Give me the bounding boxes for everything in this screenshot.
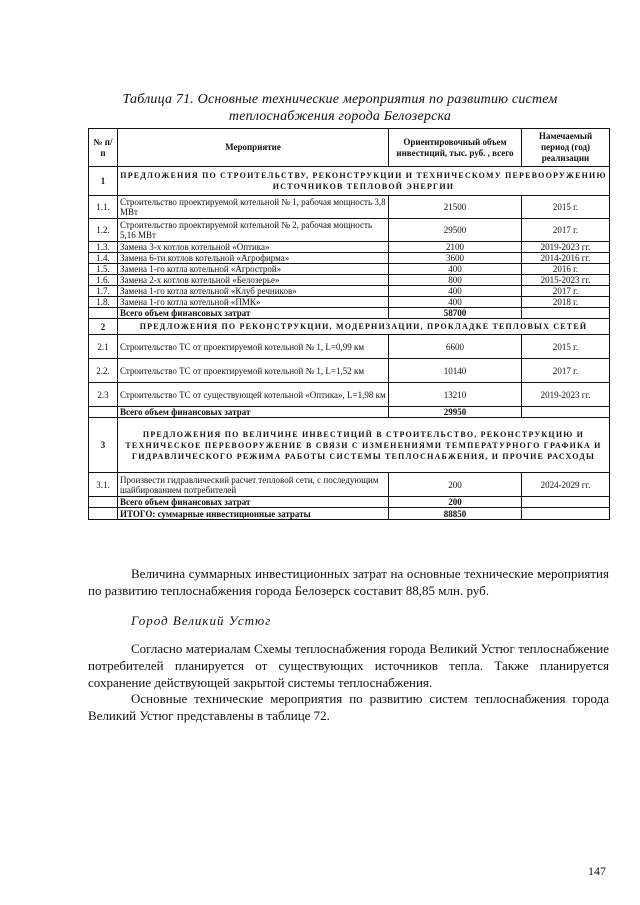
paragraph-total: Величина суммарных инвестиционных затрат на основные технические мероприятия по развитию теплоснабжения города Белозерск составит 88,85 млн. руб. <box>88 566 609 598</box>
row-value: 6600 <box>389 335 522 359</box>
investment-table <box>88 128 610 520</box>
section-row <box>89 319 610 335</box>
row-period: 2019-2023 гг. <box>522 242 610 253</box>
section-title: ПРЕДЛОЖЕНИЯ ПО ВЕЛИЧИНЕ ИНВЕСТИЦИЙ В СТРОИТЕЛЬСТВО, РЕКОНСТРУКЦИЮ И ТЕХНИЧЕСКОЕ ПЕРЕВООРУЖЕНИЕ В СВЯЗИ С ИЗМЕНЕНИЯМИ ТЕМПЕРАТУРНОГО ГРАФИКА И ГИДРАВЛИЧЕСКОГО РЕЖИМА РАБОТЫ СИСТЕМЫ ТЕПЛОСНАБЖЕНИЯ, И ПРОЧИЕ РАСХОДЫ <box>118 418 610 473</box>
row-num: 2.3 <box>89 383 118 407</box>
subtotal-row <box>89 407 610 418</box>
table-row <box>89 383 610 407</box>
row-measure: Строительство ТС от проектируемой котельной № 1, L=0,99 км <box>118 335 389 359</box>
row-num: 1.3. <box>89 242 118 253</box>
row-measure: Замена 2-х котлов котельной «Белозерье» <box>118 275 389 286</box>
section-title: ПРЕДЛОЖЕНИЯ ПО СТРОИТЕЛЬСТВУ, РЕКОНСТРУКЦИИ И ТЕХНИЧЕСКОМУ ПЕРЕВООРУЖЕНИЮ ИСТОЧНИКОВ ТЕПЛОВОЙ ЭНЕРГИИ <box>118 167 610 196</box>
row-num: 1.5. <box>89 264 118 275</box>
row-measure: Замена 1-го котла котельной «Клуб речников» <box>118 286 389 297</box>
subtotal-row <box>89 497 610 508</box>
row-measure: Строительство проектируемой котельной № 1, рабочая мощность 3,8 МВт <box>118 196 389 219</box>
row-measure: Строительство проектируемой котельной № 2, рабочая мощность 5,16 МВт <box>118 219 389 242</box>
row-period: 2014-2016 гг. <box>522 253 610 264</box>
table-row <box>89 297 610 308</box>
table-row <box>89 335 610 359</box>
row-value: 10140 <box>389 359 522 383</box>
header-num: № п/п <box>89 129 118 167</box>
row-period: 2015 г. <box>522 196 610 219</box>
grand-total-value: 88850 <box>389 508 522 520</box>
row-period: 2018 г. <box>522 297 610 308</box>
grand-total-label: ИТОГО: суммарные инвестиционные затраты <box>118 508 389 520</box>
grand-total-row <box>89 508 610 520</box>
subtotal-value: 200 <box>389 497 522 508</box>
subtotal-label: Всего объем финансовых затрат <box>118 308 389 319</box>
row-measure: Замена 1-го котла котельной «Агрострой» <box>118 264 389 275</box>
table-row <box>89 359 610 383</box>
section-row <box>89 418 610 473</box>
table-row <box>89 196 610 219</box>
row-value: 400 <box>389 264 522 275</box>
row-period: 2019-2023 гг. <box>522 383 610 407</box>
subtotal-value: 29950 <box>389 407 522 418</box>
row-num: 1.8. <box>89 297 118 308</box>
row-period: 2017 г. <box>522 219 610 242</box>
table-row <box>89 264 610 275</box>
table-row <box>89 253 610 264</box>
table-row <box>89 219 610 242</box>
subtotal-label: Всего объем финансовых затрат <box>118 497 389 508</box>
caption-line-1: Таблица 71. Основные технические мероприятия по развитию систем <box>122 92 558 107</box>
table-row <box>89 473 610 497</box>
row-num: 1.2. <box>89 219 118 242</box>
header-investment: Ориентировочный объем инвестиций, тыс. руб. , всего <box>389 129 522 167</box>
row-num: 1.6. <box>89 275 118 286</box>
subtotal-row <box>89 308 610 319</box>
row-value: 800 <box>389 275 522 286</box>
row-num: 2.1 <box>89 335 118 359</box>
row-num: 3.1. <box>89 473 118 497</box>
table-header-row <box>89 129 610 167</box>
row-num: 1.4. <box>89 253 118 264</box>
section-row <box>89 167 610 196</box>
row-value: 200 <box>389 473 522 497</box>
section-title: ПРЕДЛОЖЕНИЯ ПО РЕКОНСТРУКЦИИ, МОДЕРНИЗАЦИИ, ПРОКЛАДКЕ ТЕПЛОВЫХ СЕТЕЙ <box>118 319 610 335</box>
table-row <box>89 275 610 286</box>
row-value: 21500 <box>389 196 522 219</box>
row-period: 2017 г. <box>522 286 610 297</box>
paragraph-ustyug-2: Основные технические мероприятия по развитию систем теплоснабжения города Великий Устюг представлены в таблице 72. <box>88 691 609 723</box>
row-measure: Замена 6-ти котлов котельной «Агрофирма» <box>118 253 389 264</box>
row-value: 29500 <box>389 219 522 242</box>
row-period: 2015 г. <box>522 335 610 359</box>
row-measure: Замена 3-х котлов котельной «Оптика» <box>118 242 389 253</box>
caption-line-2: теплоснабжения города Белозерска <box>228 109 452 124</box>
subtotal-label: Всего объем финансовых затрат <box>118 407 389 418</box>
row-num: 2.2. <box>89 359 118 383</box>
table-caption <box>70 91 610 125</box>
row-num: 1.1. <box>89 196 118 219</box>
row-period: 2016 г. <box>522 264 610 275</box>
row-period: 2015-2023 гг. <box>522 275 610 286</box>
section-num: 3 <box>89 418 118 473</box>
row-period: 2017 г. <box>522 359 610 383</box>
table-row <box>89 286 610 297</box>
row-num: 1.7. <box>89 286 118 297</box>
paragraph-ustyug-1: Согласно материалам Схемы теплоснабжения города Великий Устюг теплоснабжение потребителей планируется от существующих источников тепла. Также планируется сохранение действующей закрытой системы теплоснабжения. <box>88 641 609 690</box>
row-value: 13210 <box>389 383 522 407</box>
header-period: Намечаемый период (год) реализации <box>522 129 610 167</box>
row-value: 2100 <box>389 242 522 253</box>
row-value: 3600 <box>389 253 522 264</box>
row-measure: Замена 1-го котла котельной «ПМК» <box>118 297 389 308</box>
row-measure: Строительство ТС от проектируемой котельной № 1, L=1,52 км <box>118 359 389 383</box>
row-measure: Произвести гидравлический расчет тепловой сети, с последующим шайбированием потребителей <box>118 473 389 497</box>
header-measure: Мероприятие <box>118 129 389 167</box>
row-period: 2024-2029 гг. <box>522 473 610 497</box>
row-measure: Строительство ТС от существующей котельной «Оптика», L=1,98 км <box>118 383 389 407</box>
section-num: 2 <box>89 319 118 335</box>
table-row <box>89 242 610 253</box>
subtotal-value: 58700 <box>389 308 522 319</box>
section-num: 1 <box>89 167 118 196</box>
city-subheading: Город Великий Устюг <box>131 613 272 628</box>
row-value: 400 <box>389 297 522 308</box>
page-number: 147 <box>588 864 606 878</box>
row-value: 400 <box>389 286 522 297</box>
